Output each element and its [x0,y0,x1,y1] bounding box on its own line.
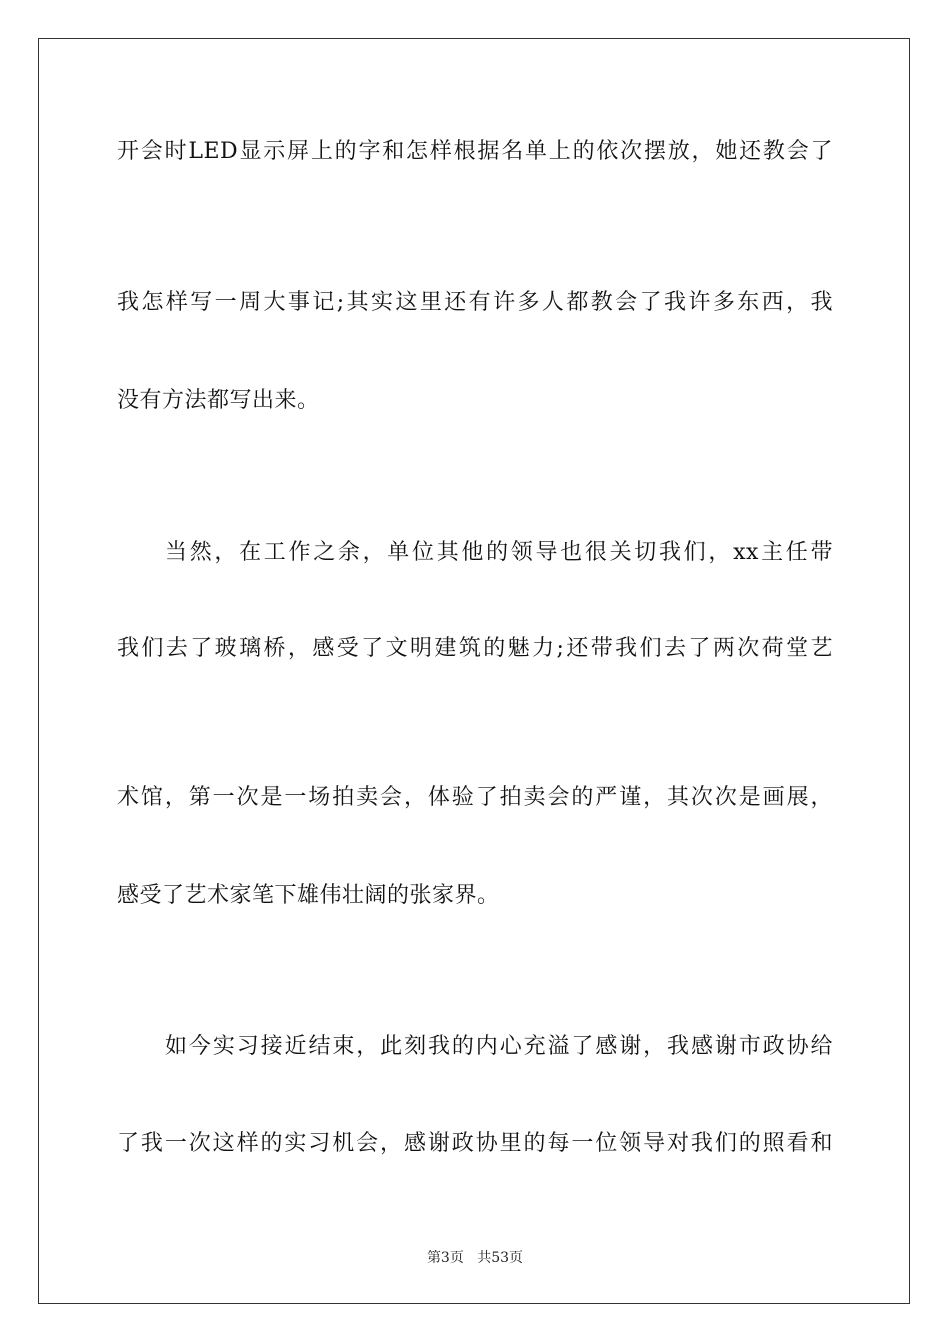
text-line-1: 开会时LED显示屏上的字和怎样根据名单上的依次摆放，她还教会了 [117,139,833,164]
text-line-6: 术馆，第一次是一场拍卖会，体验了拍卖会的严谨，其次次是画展， [117,785,833,810]
text-line-5: 我们去了玻璃桥，感受了文明建筑的魅力;还带我们去了两次荷堂艺 [117,636,833,661]
page-footer [0,1247,950,1267]
text-line-7: 感受了艺术家笔下雄伟壮阔的张家界。 [117,883,500,908]
text-line-3: 没有方法都写出来。 [117,388,320,413]
total-pages: 共53页 [477,1250,524,1266]
text-line-9: 了我一次这样的实习机会，感谢政协里的每一位领导对我们的照看和 [117,1131,833,1156]
text-line-2: 我怎样写一周大事记;其实这里还有许多人都教会了我许多东西，我 [117,290,833,315]
text-line-8: 如今实习接近结束，此刻我的内心充溢了感谢，我感谢市政协给 [165,1034,833,1059]
page-number: 第3页 [426,1250,464,1266]
text-line-4: 当然，在工作之余，单位其他的领导也很关切我们，xx主任带 [165,540,833,565]
page-border [38,38,910,1304]
